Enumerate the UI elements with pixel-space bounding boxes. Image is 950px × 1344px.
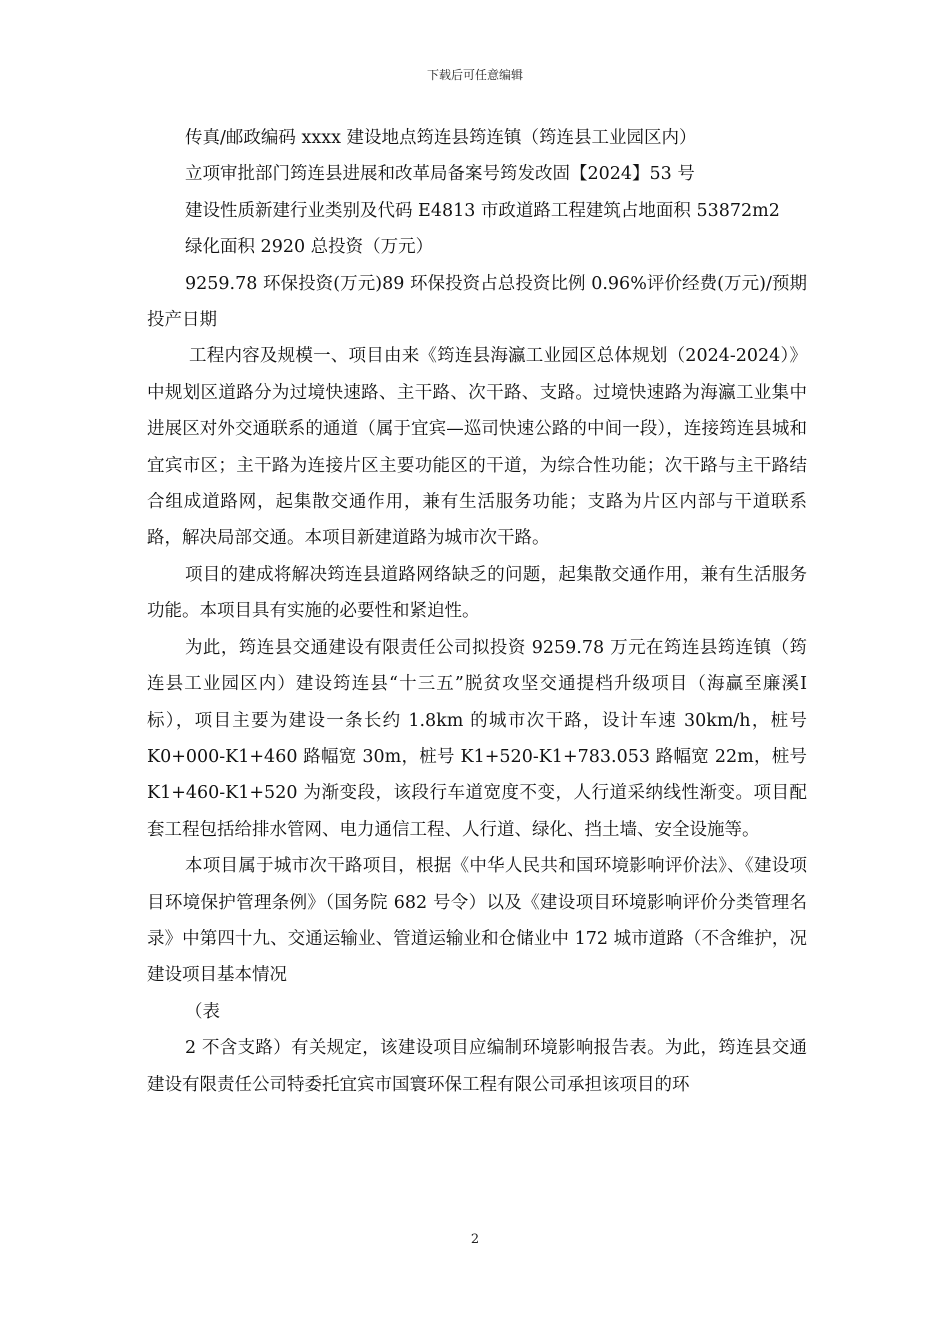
paragraph-nature: 建设性质新建行业类别及代码 E4813 市政道路工程建筑占地面积 53872m2 [185,200,780,221]
paragraph-necessity: 项目的建成将解决筠连县道路网络缺乏的问题，起集散交通作用，兼有生活服务功能。本项目具有实施的必要性和紧迫性。 [147,564,807,622]
paragraph-green-area: 绿化面积 2920 总投资（万元） [185,237,434,258]
paragraph-fax-location: 传真/邮政编码 xxxx 建设地点筠连县筠连镇（筠连县工业园区内） [185,128,697,148]
paragraph-approval: 立项审批部门筠连县进展和改革局备案号筠发改固【2024】53 号 [185,164,695,185]
paragraph-project-origin: 工程内容及规模一、项目由来《筠连县海瀛工业园区总体规划（2024-2024）》中规划区道路分为过境快速路、主干路、次干路、支路。过境快速路为海瀛工业集中进展区对外交通联系的通道（属于宜宾—巡司快速公路的中间一段），连接筠连县城和宜宾市区；主干路为连接片区主要功能区的干道，为综合性功能；次干路与主干路结合组成道路网，起集散交通作用，兼有生活服务功能；支路为片区内部与干道联系路，解决局部交通。本项目新建道路为城市次干路。 [147,346,807,549]
page-header: 下载后可任意编辑 [426,68,523,82]
document-body [147,120,807,1103]
paragraph-project-scope: 为此，筠连县交通建设有限责任公司拟投资 9259.78 万元在筠连县筠连镇（筠连县工业园区内）建设筠连县“十三五”脱贫攻坚交通提档升级项目（海赢至廉溪Ⅰ标），项目主要为建设一条长约 1.8km 的城市次干路，设计车速 30km/h，桩号 K0+000-K1+460 路幅宽 30m，桩号 K1+520-K1+783.053 路幅宽 22m，桩号 K1+460-K1+520 为渐变段，该段行车道宽度不变，人行道采纳线性渐变。项目配套工程包括给排水管网、电力通信工程、人行道、绿化、挡土墙、安全设施等。 [147,637,807,840]
page-number: 2 [470,1232,480,1247]
paragraph-commission: 2 不含支路）有关规定，该建设项目应编制环境影响报告表。为此，筠连县交通建设有限责任公司特委托宜宾市国寰环保工程有限公司承担该项目的环 [147,1038,807,1095]
paragraph-regulations: 本项目属于城市次干路项目，根据《中华人民共和国环境影响评价法》、《建设项目环境保护管理条例》（国务院 682 号令）以及《建设项目环境影响评价分类管理名录》中第四十九、交通运输业、管道运输业和仓储业中 172 城市道路（不含维护，况建设项目基本情况 [147,856,807,986]
paragraph-table-ref: （表 [185,1001,220,1022]
paragraph-investment: 9259.78 环保投资(万元)89 环保投资占总投资比例 0.96%评价经费(万元)/预期投产日期 [147,273,807,331]
